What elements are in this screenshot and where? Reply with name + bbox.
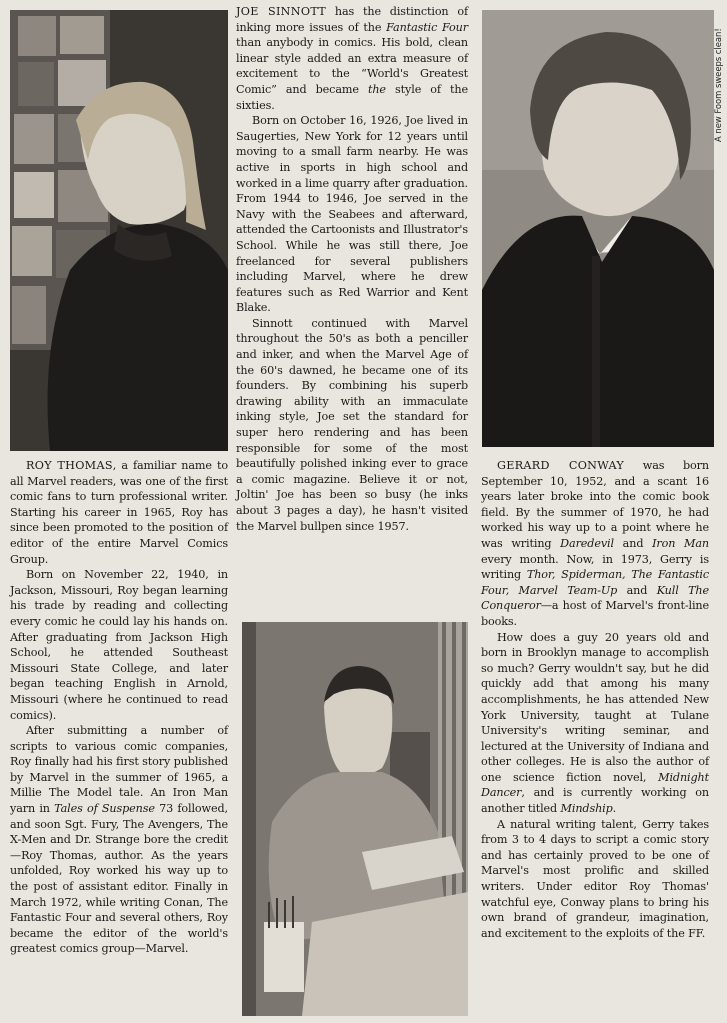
conway-paragraph-1	[481, 458, 709, 630]
italic-title: Iron Man	[652, 536, 709, 550]
sinnott-paragraph-1	[236, 4, 468, 113]
conway-name: GERARD CONWAY	[497, 459, 625, 472]
thomas-bio	[10, 458, 228, 957]
italic-title: Tales of Suspense	[54, 802, 155, 816]
text-run: was born September 10, 1952, and a scant 16 years later broke into the comic book field. By the summer of 1970, he had worked his way up to a point where he was writing	[481, 459, 709, 550]
text-run: After submitting a number of scripts to various comic companies, Roy finally had his first story published by Marvel in the summer of 1965, a Millie The Model tale. An Iron Man yarn in	[10, 724, 228, 816]
text-run: , a familiar name to all Marvel readers, was one of the first comic fans to turn professional writer. Starting his career in 1965, Roy has since been promoted to the position of editor of the entire Marvel Comics Group.	[10, 459, 228, 566]
sinnott-paragraph-3: Sinnott continued with Marvel throughout the 50's as both a penciller and inker, and when the Marvel Age of the 60's dawned, he became one of its founders. By combining his superb drawing ability with an immaculate inking style, Joe set the standard for super hero rendering and has been responsible for some of the most beautifully polished inking ever to grace a comic magazine. Believe it or not, Joltin' Joe has been so busy (he inks about 3 pages a day), he hasn't visited the Marvel bullpen since 1957.	[236, 316, 468, 533]
text-run: has the distinction of inking more issues of the	[236, 5, 468, 34]
text-run: every month. Now, in 1973, Gerry is writing	[481, 552, 709, 582]
sinnott-paragraph-2: Born on October 16, 1926, Joe lived in Saugerties, New York for 12 years until moving to a small farm nearby. He was active in sports in high school and worked in a lime quarry after graduation. From 1944 to 1946, Joe served in the Navy with the Seabees and afterward, attended the Cartoonists and Illustrator's School. While he was still there, Joe freelanced for several publishers including Marvel, where he drew features such as Red Warrior and Kent Blake.	[236, 114, 468, 315]
text-run: style of the sixties.	[236, 82, 469, 112]
gerard-conway-photo	[482, 10, 714, 447]
thomas-name: ROY THOMAS	[26, 459, 113, 472]
thomas-paragraph-2: Born on November 22, 1940, in Jackson, Missouri, Roy began learning his trade by reading and collecting every comic he could lay his hands on. After graduating from Jackson High School, he attended Southeast Missouri State College, and later began teaching English in Arnold, Missouri (where he continued to read comics).	[10, 568, 228, 722]
thomas-paragraph-1	[10, 458, 228, 567]
sinnott-bio	[236, 4, 468, 534]
thomas-paragraph-3	[10, 723, 228, 957]
text-run: and	[613, 536, 653, 550]
text-run: and	[617, 583, 657, 597]
italic-title: Midnight Dancer	[481, 770, 709, 800]
italic-title: Mindship	[560, 802, 613, 816]
text-run: —a host of Marvel's front-line books.	[481, 599, 709, 628]
italic-title: Daredevil	[560, 536, 614, 550]
text-run: How does a guy 20 years old and born in Brooklyn manage to accomplish so much? Gerry wouldn't say, but he did quickly add that among his many accomplishments, he has attended New York University, taught at Tulane University's writing seminar, and lectured at the University of Indiana and other colleges. He is also the author of one science fiction novel,	[481, 630, 709, 784]
text-run: than anybody in comics. His bold, clean linear style added an extra measure of excitement to the “World's Greatest Comic” and became	[236, 36, 468, 96]
text-run: , and is currently working on another titled	[481, 786, 709, 816]
thomas-photo-caption	[711, 10, 725, 150]
text-run: 73 followed, and soon Sgt. Fury, The Avengers, The X-Men and Dr. Strange bore the credit—Roy Thomas, author. As the years unfolded, Roy worked his way up to the post of assistant editor. Finally in March 1972, while writing Conan, The Fantastic Four and several others, Roy became the editor of the world's greatest comics group—Marvel.	[10, 802, 228, 956]
italic-title: Fantastic Four	[386, 20, 468, 34]
roy-thomas-photo	[10, 10, 228, 451]
italic-title: Kull The Conqueror	[481, 583, 709, 613]
conway-paragraph-2	[481, 630, 709, 817]
italic-title: Thor, Spiderman, The Fantastic Four, Marvel Team-Up	[481, 568, 709, 597]
text-run: .	[612, 802, 617, 816]
conway-bio	[481, 458, 709, 941]
caption-text: A new Foom sweeps clean!	[713, 28, 723, 142]
sinnott-name: JOE SINNOTT	[236, 5, 327, 18]
conway-paragraph-3: A natural writing talent, Gerry takes from 3 to 4 days to script a comic story and has certainly proved to be one of Marvel's most prolific and skilled writers. Under editor Roy Thomas' watchful eye, Conway plans to bring his own brand of grandeur, imagination, and excitement to the exploits of the FF.	[481, 817, 709, 940]
italic-emphasis: the	[367, 82, 386, 96]
joe-sinnott-photo	[242, 622, 468, 1016]
